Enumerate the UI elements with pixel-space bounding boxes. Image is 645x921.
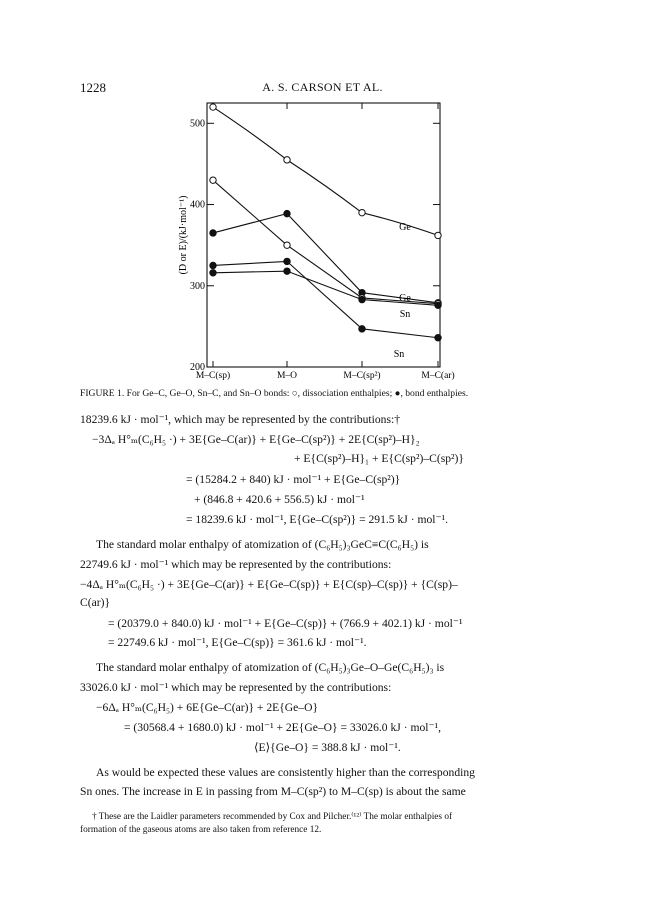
running-head: A. S. CARSON ET AL. [262, 80, 383, 94]
plot-frame [207, 103, 440, 367]
figure-chart [0, 0, 645, 400]
series-line [213, 107, 438, 235]
series-label: Sn [393, 349, 405, 360]
bond-enthalpy-point [359, 296, 365, 302]
figure-caption: FIGURE 1. For Ge–C, Ge–O, Sn–C, and Sn–O bonds: ○, dissociation enthalpies; ●, bond enthalpies. [80, 388, 469, 399]
y-axis-label: (D or E)/(kJ·mol⁻¹) [178, 195, 189, 275]
dissociation-enthalpy-point [284, 242, 290, 248]
series-label: Ge [399, 222, 411, 233]
bond-enthalpy-point [435, 335, 441, 341]
bond-enthalpy-point [210, 262, 216, 268]
series-label: Ge [399, 293, 411, 304]
dissociation-enthalpy-point [435, 232, 441, 238]
series-line [213, 180, 438, 303]
equation-1d: + (846.8 + 420.6 + 556.5) kJ · mol⁻¹ [194, 493, 365, 506]
bond-enthalpy-point [284, 258, 290, 264]
x-tick-label: M–C(ar) [421, 371, 455, 381]
x-tick-label: M–C(sp²) [343, 371, 381, 381]
equation-2a: −4Δₐ H°ₘ(C₆H₅ ·) + 3E{Ge–C(ar)} + E{Ge–C(sp)} + E{C(sp)–C(sp)} + {C(sp)– [80, 578, 458, 591]
paragraph-4a: As would be expected these values are consistently higher than the corresponding [96, 766, 475, 779]
y-tick-label: 200 [190, 362, 205, 373]
bond-enthalpy-point [210, 230, 216, 236]
equation-3c: ⟨E⟩{Ge–O} = 388.8 kJ · mol⁻¹. [254, 741, 401, 754]
bond-enthalpy-point [284, 210, 290, 216]
chart-axes [178, 103, 455, 381]
dissociation-enthalpy-point [359, 209, 365, 215]
equation-1e: = 18239.6 kJ · mol⁻¹, E{Ge–C(sp²)} = 291.5 kJ · mol⁻¹. [186, 513, 448, 526]
bond-enthalpy-point [435, 302, 441, 308]
footnote-line-2: formation of the gaseous atoms are also taken from reference 12. [80, 825, 322, 835]
footnote-line-1: † These are the Laidler parameters recommended by Cox and Pilcher.⁽¹²⁾ The molar enthalpies of [92, 812, 453, 822]
dissociation-enthalpy-point [284, 157, 290, 163]
x-tick-label: M–C(sp) [195, 371, 231, 381]
paragraph-1: 18239.6 kJ · mol⁻¹, which may be represented by the contributions:† [80, 413, 400, 426]
paragraph-3a: The standard molar enthalpy of atomization of (C₆H₅)₃Ge–O–Ge(C₆H₅)₃ is [96, 661, 445, 674]
paragraph-3b: 33026.0 kJ · mol⁻¹ which may be represented by the contributions: [80, 681, 392, 694]
y-tick-label: 400 [190, 199, 205, 211]
y-tick-label: 300 [190, 280, 205, 292]
equation-1b: + E{C(sp²)–H}₁ + E{C(sp²)–C(sp²)} [294, 452, 464, 465]
paragraph-2a: The standard molar enthalpy of atomization of (C₆H₅)₃GeC≡C(C₆H₅) is [96, 538, 429, 551]
equation-2d: = 22749.6 kJ · mol⁻¹, E{Ge–C(sp)} = 361.6 kJ · mol⁻¹. [108, 636, 367, 649]
series-label: Sn [399, 309, 411, 320]
x-tick-label: M–O [276, 371, 298, 381]
chart-labels [394, 222, 412, 360]
dissociation-enthalpy-point [210, 104, 216, 110]
equation-1c: = (15284.2 + 840) kJ · mol⁻¹ + E{Ge–C(sp²)} [186, 473, 401, 486]
paragraph-4b: Sn ones. The increase in E in passing from M–C(sp²) to M–C(sp) is about the same [80, 785, 466, 798]
y-tick-label: 500 [190, 118, 205, 130]
dissociation-enthalpy-point [210, 177, 216, 183]
equation-2b: C(ar)} [80, 596, 111, 609]
bond-enthalpy-point [284, 268, 290, 274]
equation-2c: = (20379.0 + 840.0) kJ · mol⁻¹ + E{Ge–C(sp)} + (766.9 + 402.1) kJ · mol⁻¹ [108, 617, 463, 630]
page-number: 1228 [80, 80, 106, 95]
bond-enthalpy-point [210, 270, 216, 276]
equation-3a: −6Δₐ H°ₘ(C₆H₅) + 6E{Ge–C(ar)} + 2E{Ge–O} [96, 701, 319, 714]
equation-3b: = (30568.4 + 1680.0) kJ · mol⁻¹ + 2E{Ge–O} = 33026.0 kJ · mol⁻¹, [124, 721, 441, 734]
bond-enthalpy-point [359, 326, 365, 332]
equation-1a: −3Δₐ H°ₘ(C₆H₅ ·) + 3E{Ge–C(ar)} + E{Ge–C(sp²)} + 2E{C(sp²)–H}₂ [92, 433, 420, 446]
paragraph-2b: 22749.6 kJ · mol⁻¹ which may be represented by the contributions: [80, 558, 392, 571]
